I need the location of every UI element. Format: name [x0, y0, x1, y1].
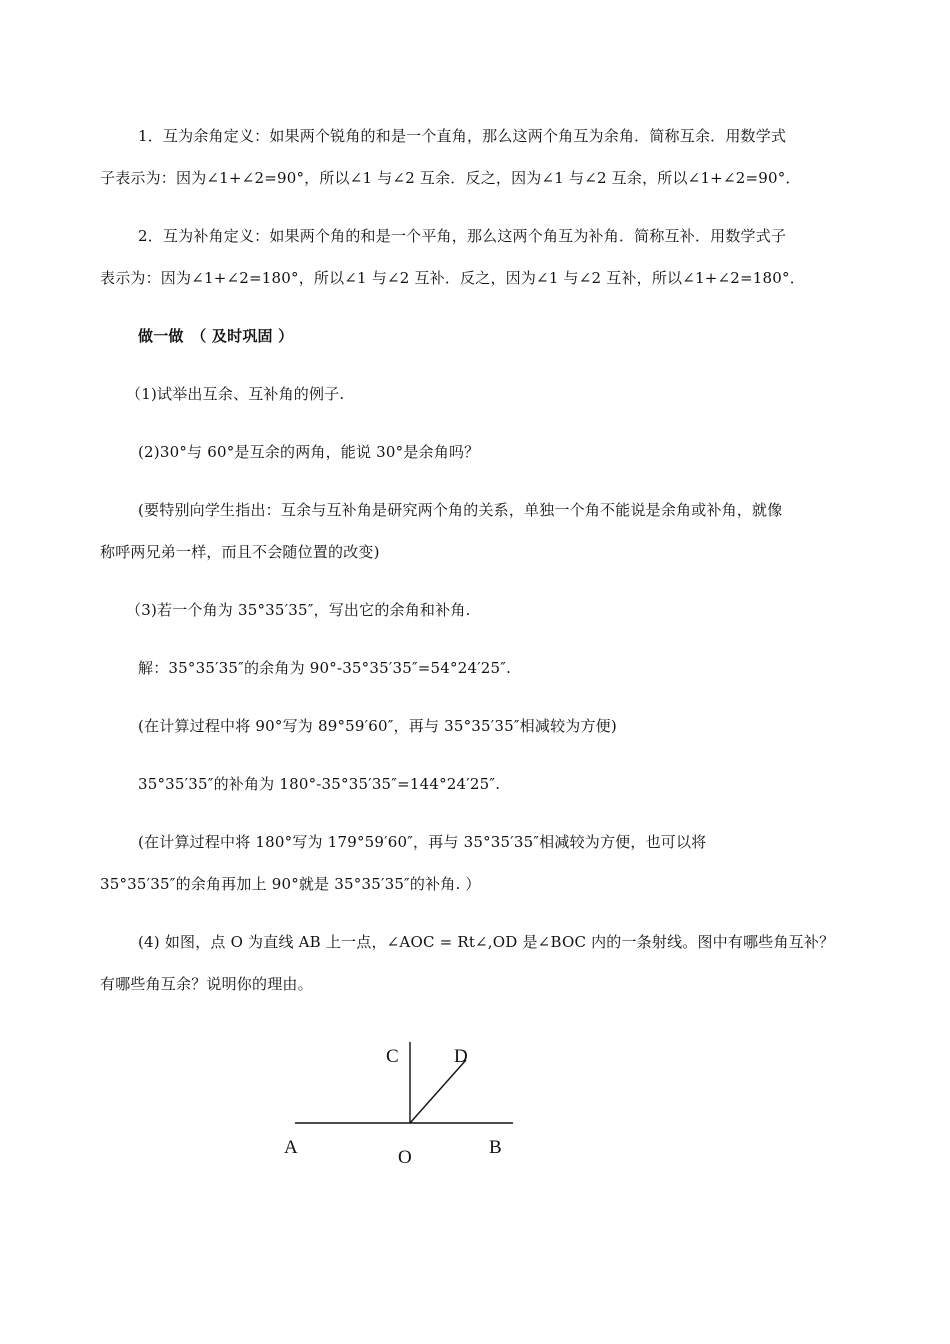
solution-supplement: 35°35′35″的补角为 180°-35°35′35″=144°24′25″.: [138, 775, 501, 793]
teacher-note-1-line-2: 称呼两兄弟一样，而且不会随位置的改变): [100, 543, 380, 561]
point-c-label: C: [386, 1046, 399, 1067]
question-1: （1)试举出互余、互补角的例子.: [126, 385, 345, 403]
teacher-note-3-line-1: (在计算过程中将 180°写为 179°59′60″，再与 35°35′35″相减较为方便，也可以将: [138, 833, 707, 851]
angle-figure: [270, 1035, 530, 1175]
supplementary-definition-line-2: 表示为：因为∠1+∠2=180°，所以∠1 与∠2 互补．反之，因为∠1 与∠2 互补，所以∠1+∠2=180°．: [100, 269, 805, 287]
practice-heading: 做一做 （ 及时巩固 ）: [138, 327, 294, 345]
question-4-line-2: 有哪些角互余？说明你的理由。: [100, 975, 313, 993]
point-d-label: D: [454, 1046, 468, 1067]
ray-od: [410, 1060, 466, 1123]
question-3: （3)若一个角为 35°35′35″，写出它的余角和补角.: [126, 601, 471, 619]
point-a-label: A: [284, 1137, 298, 1158]
complementary-definition-line-1: 1．互为余角定义：如果两个锐角的和是一个直角，那么这两个角互为余角．简称互余．用数学式: [138, 127, 787, 145]
solution-complement: 解：35°35′35″的余角为 90°-35°35′35″=54°24′25″.: [138, 659, 512, 677]
teacher-note-1-line-1: (要特别向学生指出：互余与互补角是研究两个角的关系，单独一个角不能说是余角或补角，就像: [138, 501, 783, 519]
point-b-label: B: [489, 1137, 502, 1158]
question-4-line-1: (4) 如图，点 O 为直线 AB 上一点，∠AOC = Rt∠,OD 是∠BOC 内的一条射线。图中有哪些角互补？: [138, 933, 835, 951]
point-o-label: O: [398, 1147, 412, 1168]
teacher-note-3-line-2: 35°35′35″的余角再加上 90°就是 35°35′35″的补角. ）: [100, 875, 481, 893]
complementary-definition-line-2: 子表示为：因为∠1+∠2=90°，所以∠1 与∠2 互余．反之，因为∠1 与∠2 互余，所以∠1+∠2=90°．: [100, 169, 801, 187]
teacher-note-2: (在计算过程中将 90°写为 89°59′60″，再与 35°35′35″相减较为方便): [138, 717, 617, 735]
question-2: (2)30°与 60°是互余的两角，能说 30°是余角吗？: [138, 443, 480, 461]
supplementary-definition-line-1: 2．互为补角定义：如果两个角的和是一个平角，那么这两个角互为补角．简称互补．用数学式子: [138, 227, 787, 245]
